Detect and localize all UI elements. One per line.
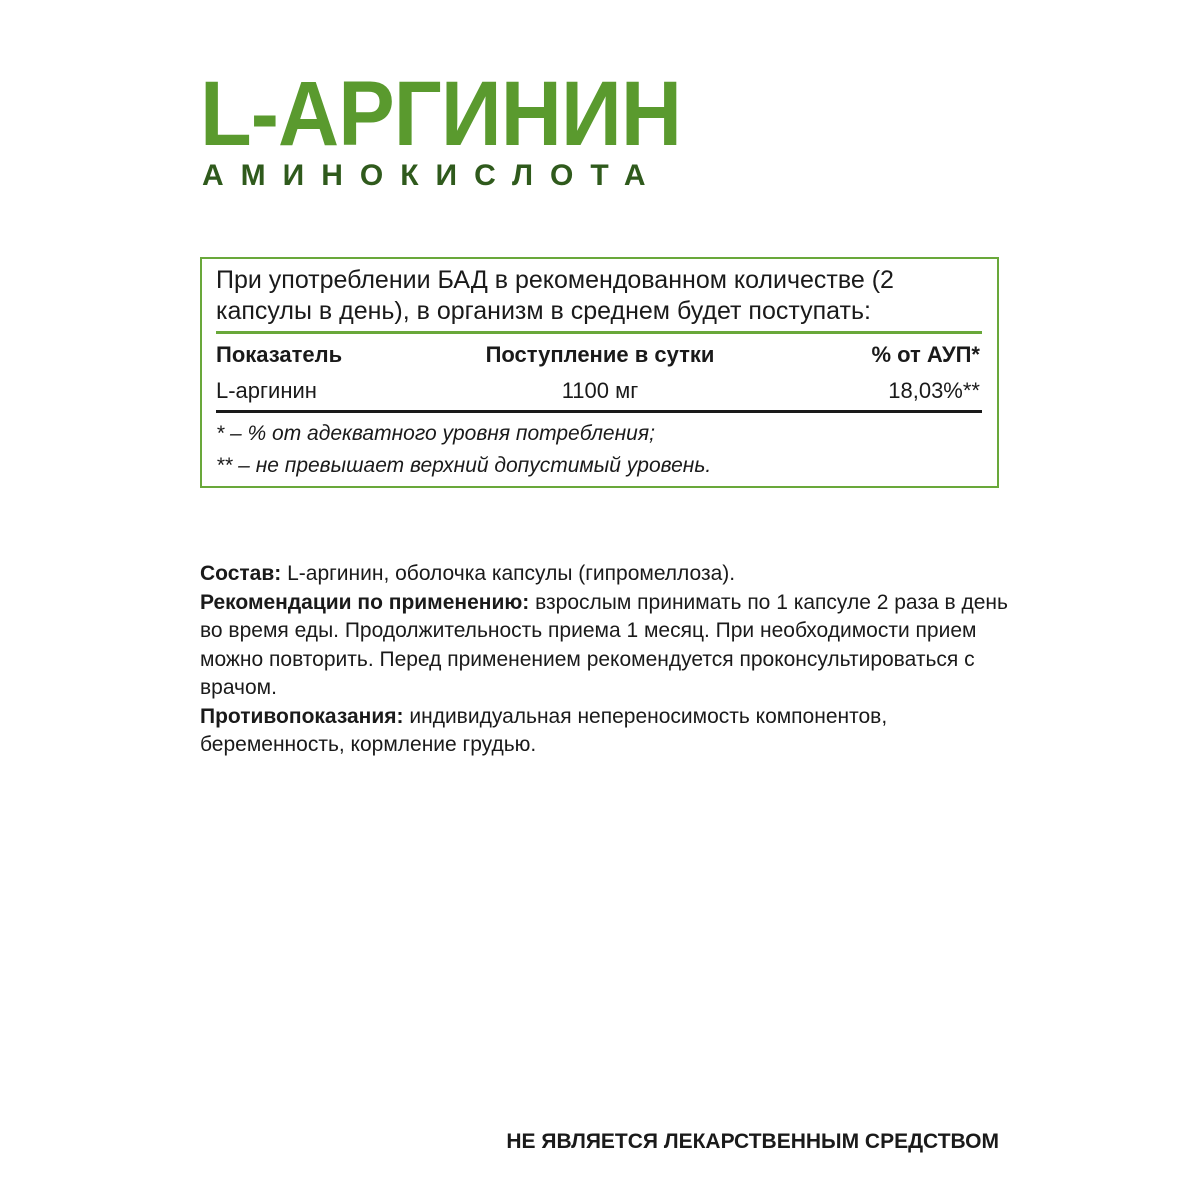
product-details <box>200 560 1020 760</box>
table-bottom-divider <box>216 410 982 413</box>
column-header-daily-intake: Поступление в сутки <box>485 342 715 367</box>
intake-intro-text: При употреблении БАД в рекомендованном количестве (2 капсулы в день), в организм в среднем будет поступать: <box>216 266 894 325</box>
footnote-aup: * – % от адекватного уровня потребления; <box>216 422 655 445</box>
contraindications-text: индивидуальная непереносимость компонентов, беременность, кормление грудью. <box>200 704 888 756</box>
intake-info-box <box>200 257 999 488</box>
product-title: L-АРГИНИН <box>200 63 682 165</box>
table-top-divider <box>216 331 982 334</box>
composition-text: L-аргинин, оболочка капсулы (гипромеллоза). <box>281 562 736 585</box>
not-medicine-disclaimer: НЕ ЯВЛЯЕТСЯ ЛЕКАРСТВЕННЫМ СРЕДСТВОМ <box>506 1130 999 1153</box>
column-header-percent-aup: % от АУП* <box>871 342 980 367</box>
contraindications-paragraph <box>200 703 1020 760</box>
composition-paragraph <box>200 560 1020 589</box>
column-header-indicator: Показатель <box>216 342 343 367</box>
usage-paragraph <box>200 589 1020 703</box>
table-cell-percent-aup: 18,03%** <box>888 378 980 403</box>
product-subtitle: АМИНОКИСЛОТА <box>202 159 663 192</box>
footnote-upper-limit: ** – не превышает верхний допустимый уровень. <box>216 454 712 477</box>
composition-label: Состав: <box>200 562 282 585</box>
usage-label: Рекомендации по применению: <box>200 590 530 614</box>
table-cell-indicator: L-аргинин <box>216 378 317 403</box>
contraindications-label: Противопоказания: <box>200 704 404 728</box>
table-cell-daily-intake: 1100 мг <box>561 378 639 403</box>
usage-text: взрослым принимать по 1 капсуле 2 раза в день во время еды. Продолжительность приема 1 месяц. При необходимости прием можно повторить. Перед применением рекомендуется проконсультироваться с врачом. <box>200 590 1008 699</box>
